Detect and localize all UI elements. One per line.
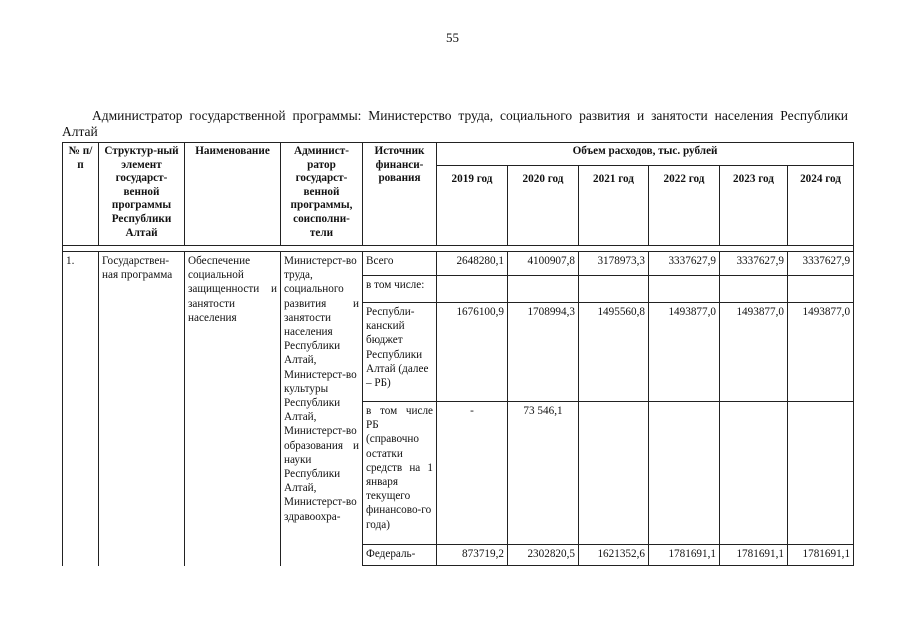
value-cell: 873719,2 xyxy=(437,545,508,566)
header-year: 2024 год xyxy=(788,166,854,246)
administrator-heading: Администратор государственной программы: Министерство труда, социального развития и занятости населения Республики Алтай xyxy=(62,108,848,139)
program-num: 1. xyxy=(63,252,99,566)
value-cell xyxy=(437,276,508,303)
value-cell xyxy=(649,402,720,545)
value-cell: 3337627,9 xyxy=(788,252,854,276)
value-cell: 3178973,3 xyxy=(579,252,649,276)
value-cell: 2302820,5 xyxy=(508,545,579,566)
value-cell: 1493877,0 xyxy=(720,303,788,402)
source-cell: в том числе РБ (справочно остатки средств на 1 января текущего финансово-го года) xyxy=(363,402,437,545)
page-number: 55 xyxy=(446,30,459,45)
header-admin: Админист-ратор государст-венной программы, соисполни-тели xyxy=(281,143,363,246)
value-cell xyxy=(579,402,649,545)
program-name: Обеспечение социальной защищенности и занятости населения xyxy=(185,252,281,566)
value-cell xyxy=(720,276,788,303)
value-cell xyxy=(720,402,788,545)
value-cell: 1676100,9 xyxy=(437,303,508,402)
value-cell xyxy=(579,276,649,303)
header-source: Источник финанси-рования xyxy=(363,143,437,246)
header-row xyxy=(63,143,854,166)
value-cell xyxy=(508,276,579,303)
header-element: Структур-ный элемент государст-венной программы Республики Алтай xyxy=(99,143,185,246)
expenditure-table xyxy=(62,142,854,566)
source-cell: Федераль- xyxy=(363,545,437,566)
header-year: 2021 год xyxy=(579,166,649,246)
value-cell: 1781691,1 xyxy=(788,545,854,566)
source-cell: Всего xyxy=(363,252,437,276)
header-year: 2020 год xyxy=(508,166,579,246)
value-cell: 4100907,8 xyxy=(508,252,579,276)
value-cell: 73 546,1 xyxy=(508,402,579,545)
value-cell xyxy=(649,276,720,303)
header-name: Наименование xyxy=(185,143,281,246)
table-row xyxy=(63,252,854,276)
program-admin: Министерст-во труда, социального развития и занятости населения Республики Алтай, Министерст-во культуры Республики Алтай, Министерст-во образования и науки Республики Алтай, Министерст-во здравоохра- xyxy=(281,252,363,566)
value-cell: 3337627,9 xyxy=(720,252,788,276)
program-element: Государствен-ная программа xyxy=(99,252,185,566)
value-cell: 1781691,1 xyxy=(720,545,788,566)
value-cell: 1495560,8 xyxy=(579,303,649,402)
value-cell: 2648280,1 xyxy=(437,252,508,276)
value-cell: - xyxy=(437,402,508,545)
value-cell: 3337627,9 xyxy=(649,252,720,276)
header-num: № п/п xyxy=(63,143,99,246)
value-cell: 1708994,3 xyxy=(508,303,579,402)
header-year: 2019 год xyxy=(437,166,508,246)
source-cell: в том числе: xyxy=(363,276,437,303)
value-cell xyxy=(788,276,854,303)
value-cell: 1493877,0 xyxy=(649,303,720,402)
source-cell: Республи-канский бюджет Республики Алтай (далее – РБ) xyxy=(363,303,437,402)
header-year: 2022 год xyxy=(649,166,720,246)
header-volume: Объем расходов, тыс. рублей xyxy=(437,143,854,166)
value-cell xyxy=(788,402,854,545)
header-year: 2023 год xyxy=(720,166,788,246)
value-cell: 1493877,0 xyxy=(788,303,854,402)
value-cell: 1781691,1 xyxy=(649,545,720,566)
value-cell: 1621352,6 xyxy=(579,545,649,566)
